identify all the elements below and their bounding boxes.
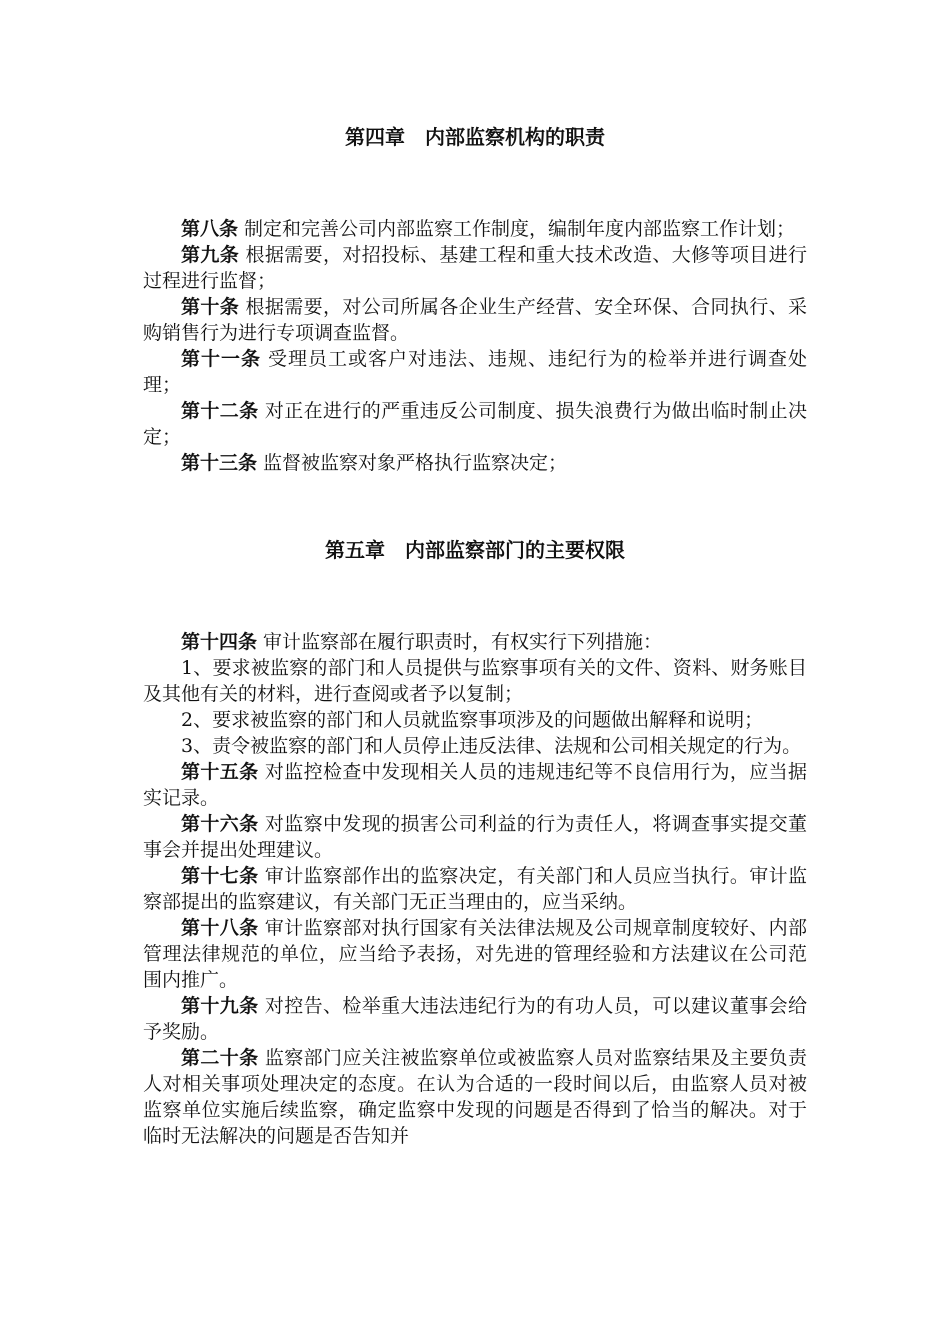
article-label: 第二十条: [181, 1047, 259, 1069]
article-text: 受理员工或客户对违法、违规、违纪行为的检举并进行调查处理；: [143, 348, 807, 396]
article-19: [143, 993, 807, 1045]
article-text: 审计监察部作出的监察决定，有关部门和人员应当执行。审计监察部提出的监察建议，有关部门无正当理由的，应当采纳。: [143, 865, 807, 913]
measure-item-1: 1、要求被监察的部门和人员提供与监察事项有关的文件、资料、财务账目及其他有关的材料，进行查阅或者予以复制；: [143, 657, 807, 705]
article-10: [143, 294, 807, 346]
article-12: [143, 398, 807, 450]
article-label: 第十五条: [181, 761, 259, 783]
article-text: 对正在进行的严重违反公司制度、损失浪费行为做出临时制止决定；: [143, 400, 807, 448]
article-text: 监察部门应关注被监察单位或被监察人员对监察结果及主要负责人对相关事项处理决定的态度。在认为合适的一段时间以后，由监察人员对被监察单位实施后续监察，确定监察中发现的问题是否得到了恰当的解决。对于临时无法解决的问题是否告知并: [143, 1047, 807, 1147]
article-text: 审计监察部对执行国家有关法律法规及公司规章制度较好、内部管理法律规范的单位，应当给予表扬，对先进的管理经验和方法建议在公司范围内推广。: [143, 917, 807, 991]
article-text: 审计监察部在履行职责时，有权实行下列措施：: [257, 631, 663, 653]
measure-item-3: 3、责令被监察的部门和人员停止违反法律、法规和公司相关规定的行为。: [181, 735, 802, 757]
article-text: 根据需要，对招投标、基建工程和重大技术改造、大修等项目进行过程进行监督；: [143, 244, 807, 292]
chapter-4-title: 第四章 内部监察机构的职责: [345, 125, 605, 149]
article-label: 第九条: [181, 244, 240, 266]
article-text: 对监察中发现的损害公司利益的行为责任人，将调查事实提交董事会并提出处理建议。: [143, 813, 807, 861]
article-text: 对控告、检举重大违法违纪行为的有功人员，可以建议董事会给予奖励。: [143, 995, 807, 1043]
article-text: 制定和完善公司内部监察工作制度，编制年度内部监察工作计划；: [238, 218, 796, 240]
article-15: [143, 759, 807, 811]
article-9: [143, 242, 807, 294]
article-label: 第十三条: [181, 452, 258, 474]
chapter-5-title: 第五章 内部监察部门的主要权限: [325, 538, 625, 562]
chapter-5-body: [143, 629, 807, 1149]
article-13: [143, 450, 807, 476]
article-label: 第十八条: [181, 917, 259, 939]
article-18: [143, 915, 807, 993]
article-label: 第十二条: [181, 400, 259, 422]
article-14: [143, 629, 807, 655]
article-label: 第十四条: [181, 631, 258, 653]
article-label: 第八条: [181, 218, 239, 240]
article-text: 根据需要，对公司所属各企业生产经营、安全环保、合同执行、采购销售行为进行专项调查监督。: [143, 296, 807, 344]
article-label: 第十六条: [181, 813, 259, 835]
article-20: [143, 1045, 807, 1149]
article-label: 第十一条: [181, 348, 261, 370]
article-16: [143, 811, 807, 863]
article-17: [143, 863, 807, 915]
article-11: [143, 346, 807, 398]
measure-item-2: 2、要求被监察的部门和人员就监察事项涉及的问题做出解释和说明；: [181, 709, 764, 731]
chapter-4-body: [143, 216, 807, 476]
article-text: 监督被监察对象严格执行监察决定；: [257, 452, 568, 474]
article-8: [143, 216, 807, 242]
article-text: 对监控检查中发现相关人员的违规违纪等不良信用行为，应当据实记录。: [143, 761, 807, 809]
article-label: 第十条: [181, 296, 240, 318]
article-label: 第十九条: [181, 995, 259, 1017]
article-label: 第十七条: [181, 865, 259, 887]
